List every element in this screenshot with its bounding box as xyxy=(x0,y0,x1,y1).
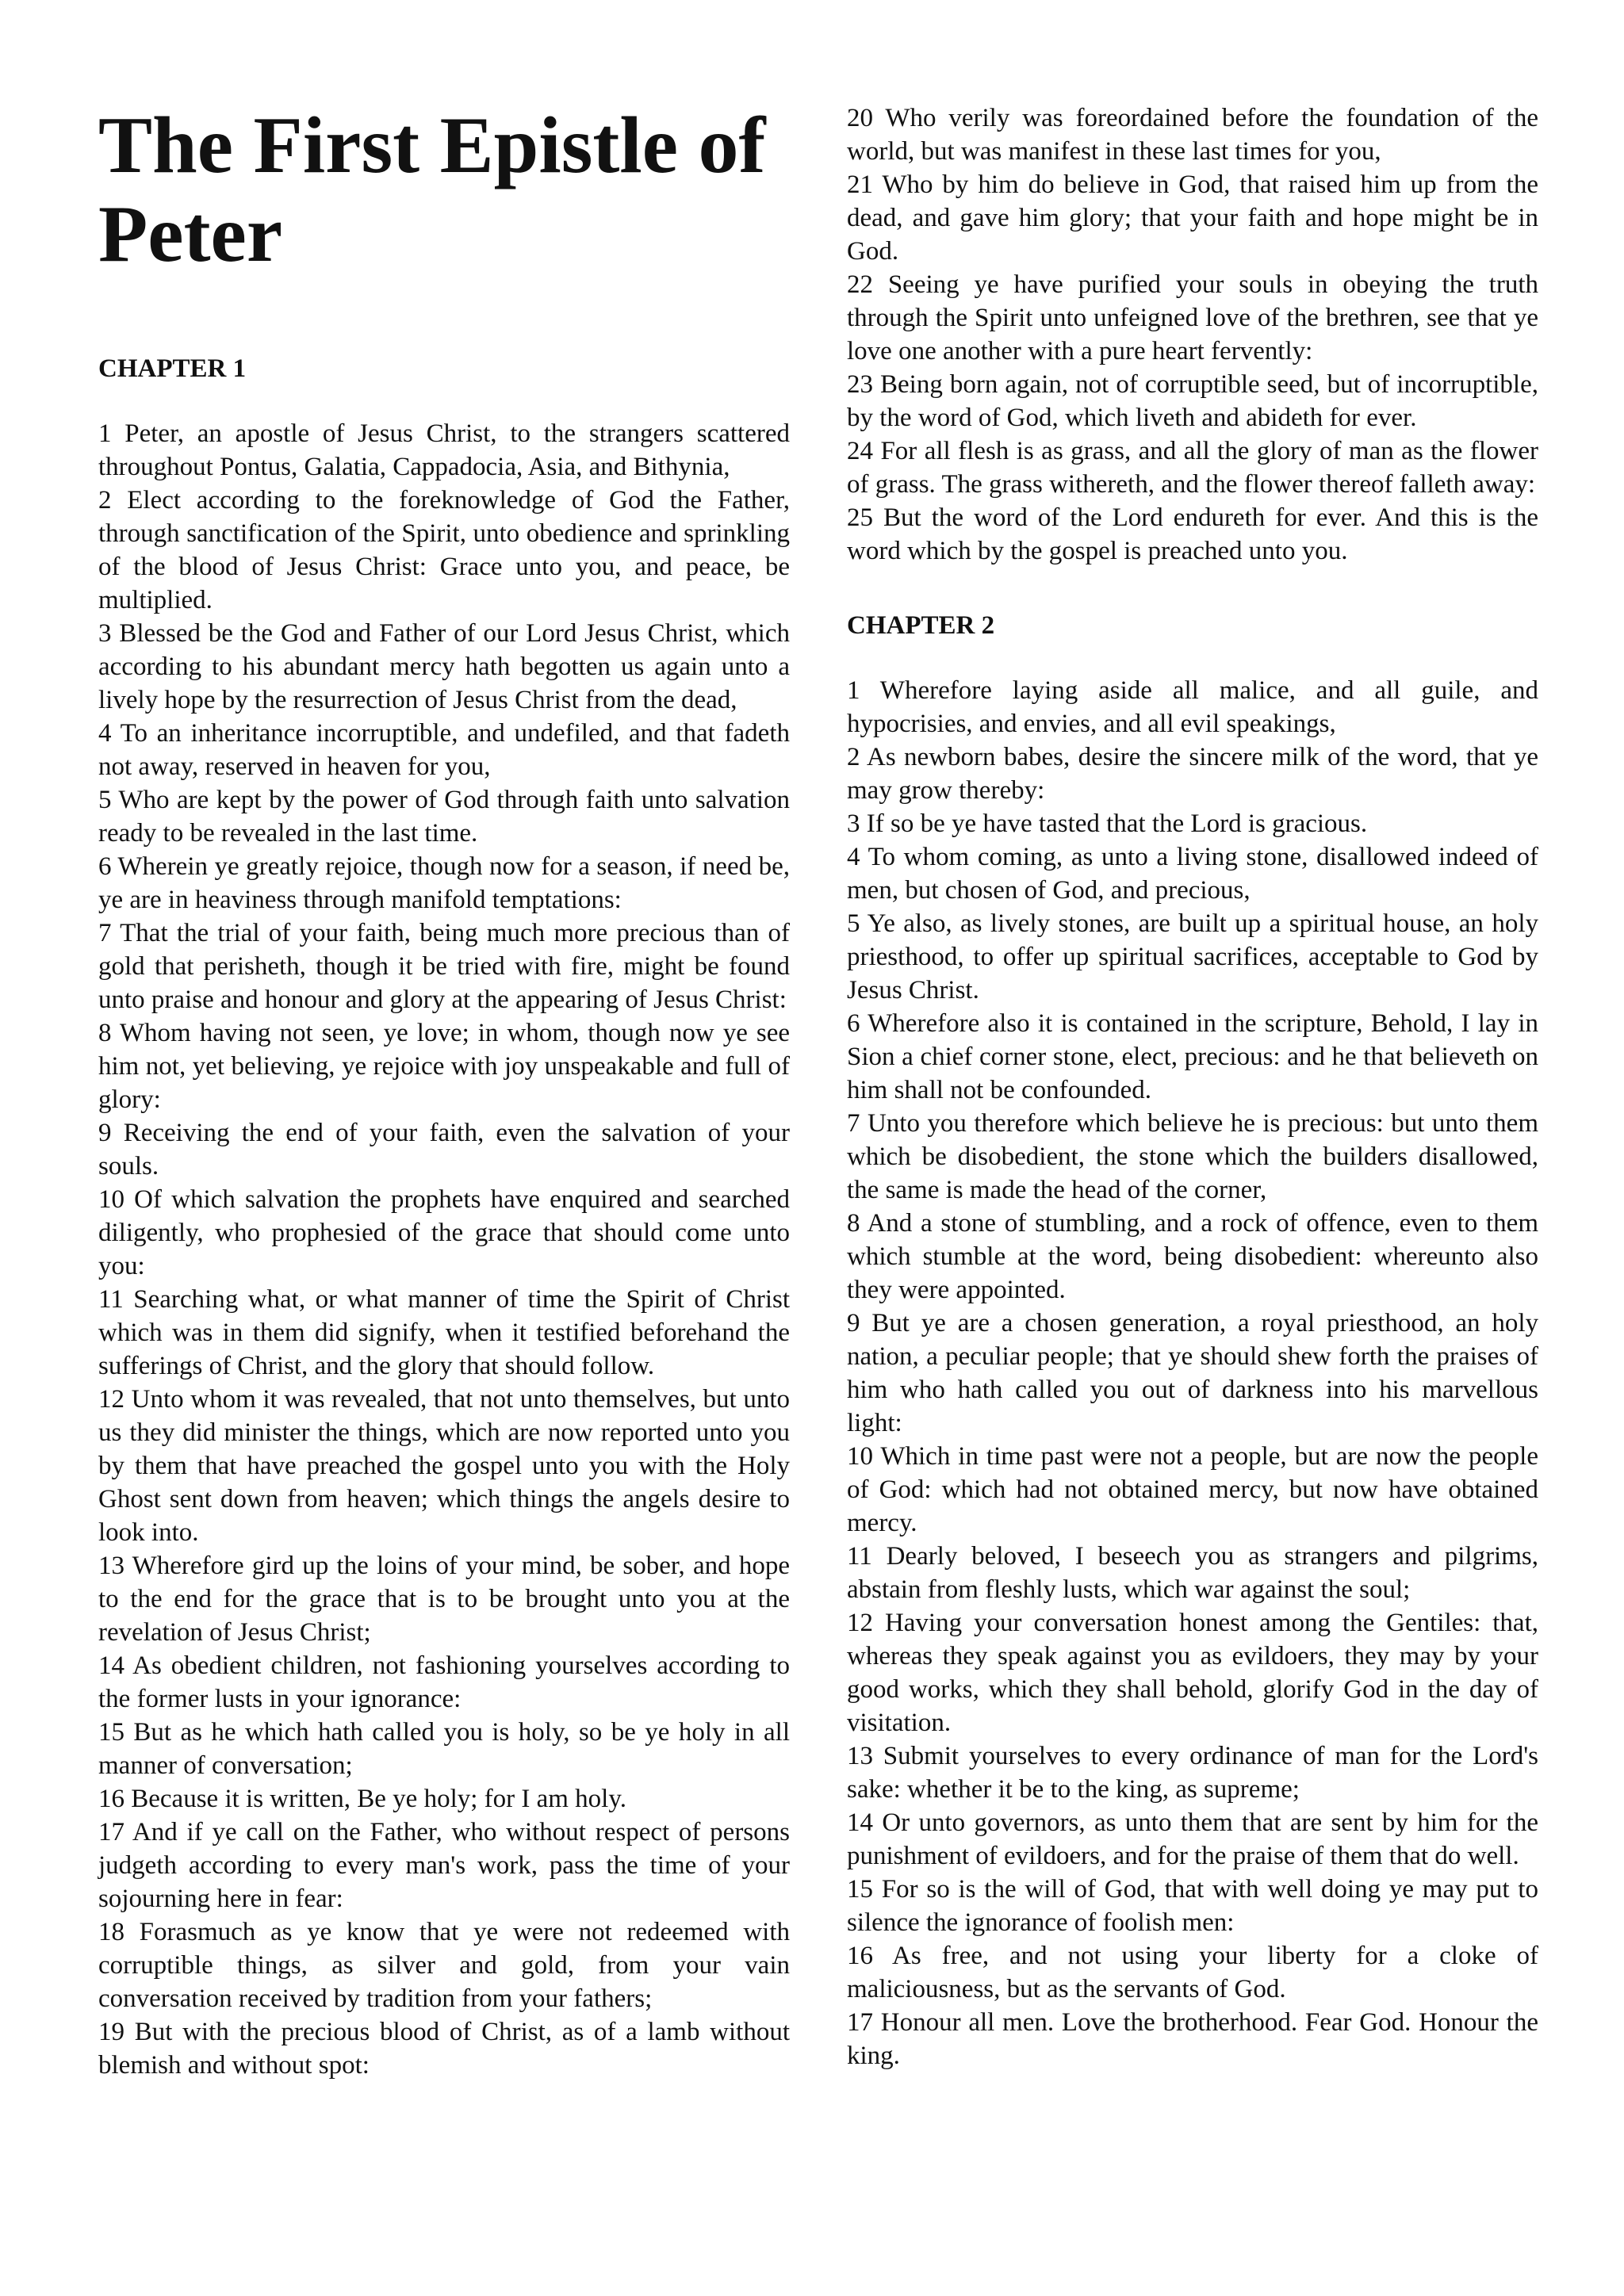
verse: 2 Elect according to the foreknowledge of God the Father, through sanctification of the Spirit, unto obedience and sprinkling of the blood of Jesus Christ: Grace unto you, and peace, be multiplied. xyxy=(98,486,790,614)
verse: 5 Ye also, as lively stones, are built up a spiritual house, an holy priesthood, to offer up spiritual sacrifices, acceptable to God by Jesus Christ. xyxy=(847,909,1538,1004)
right-column xyxy=(847,101,1538,2242)
verse: 12 Unto whom it was revealed, that not unto themselves, but unto us they did minister the things, which are now reported unto you by them that have preached the gospel unto you with the Holy Ghost sent down from heaven; which things the angels desire to look into. xyxy=(98,1385,790,1547)
verse: 1 Peter, an apostle of Jesus Christ, to the strangers scattered throughout Pontus, Galatia, Cappadocia, Asia, and Bithynia, xyxy=(98,419,790,481)
verse: 3 Blessed be the God and Father of our Lord Jesus Christ, which according to his abundant mercy hath begotten us again unto a lively hope by the resurrection of Jesus Christ from the dead, xyxy=(98,619,790,714)
verse: 8 And a stone of stumbling, and a rock of offence, even to them which stumble at the word, being disobedient: whereunto also they were appointed. xyxy=(847,1209,1538,1304)
verse: 12 Having your conversation honest among the Gentiles: that, whereas they speak against you as evildoers, they may by your good works, which they shall behold, glorify God in the day of visitation. xyxy=(847,1609,1538,1737)
verse: 7 Unto you therefore which believe he is precious: but unto them which be disobedient, the stone which the builders disallowed, the same is made the head of the corner, xyxy=(847,1109,1538,1204)
verse: 13 Submit yourselves to every ordinance of man for the Lord's sake: whether it be to the king, as supreme; xyxy=(847,1742,1538,1804)
verse: 9 Receiving the end of your faith, even the salvation of your souls. xyxy=(98,1119,790,1181)
verse: 5 Who are kept by the power of God through faith unto salvation ready to be revealed in the last time. xyxy=(98,786,790,848)
verse: 18 Forasmuch as ye know that ye were not redeemed with corruptible things, as silver and gold, from your vain conversation received by tradition from your fathers; xyxy=(98,1918,790,2013)
verse: 11 Searching what, or what manner of time the Spirit of Christ which was in them did signify, when it testified beforehand the sufferings of Christ, and the glory that should follow. xyxy=(98,1285,790,1380)
verse: 8 Whom having not seen, ye love; in whom, though now ye see him not, yet believing, ye rejoice with joy unspeakable and full of glory: xyxy=(98,1019,790,1114)
verse: 2 As newborn babes, desire the sincere milk of the word, that ye may grow thereby: xyxy=(847,743,1538,805)
verse: 10 Which in time past were not a people, but are now the people of God: which had not obtained mercy, but now have obtained mercy. xyxy=(847,1442,1538,1537)
verse: 9 But ye are a chosen generation, a royal priesthood, an holy nation, a peculiar people; that ye should shew forth the praises of him who hath called you out of darkness into his marvellous light: xyxy=(847,1309,1538,1437)
verse: 14 As obedient children, not fashioning yourselves according to the former lusts in your ignorance: xyxy=(98,1651,790,1713)
left-column xyxy=(98,101,790,2242)
verse: 11 Dearly beloved, I beseech you as strangers and pilgrims, abstain from fleshly lusts, which war against the soul; xyxy=(847,1542,1538,1604)
verse: 1 Wherefore laying aside all malice, and all guile, and hypocrisies, and envies, and all evil speakings, xyxy=(847,676,1538,738)
verse: 25 But the word of the Lord endureth for ever. And this is the word which by the gospel is preached unto you. xyxy=(847,503,1538,565)
verse: 10 Of which salvation the prophets have enquired and searched diligently, who prophesied of the grace that should come unto you: xyxy=(98,1185,790,1280)
verse: 3 If so be ye have tasted that the Lord is gracious. xyxy=(847,809,1368,838)
verse: 4 To whom coming, as unto a living stone, disallowed indeed of men, but chosen of God, and precious, xyxy=(847,843,1538,905)
verse: 16 Because it is written, Be ye holy; for I am holy. xyxy=(98,1785,626,1813)
verse: 22 Seeing ye have purified your souls in obeying the truth through the Spirit unto unfeigned love of the brethren, see that ye love one another with a pure heart fervently: xyxy=(847,270,1538,365)
verse: 19 But with the precious blood of Christ, as of a lamb without blemish and without spot: xyxy=(98,2018,790,2080)
verse: 17 And if ye call on the Father, who without respect of persons judgeth according to every man's work, pass the time of your sojourning here in fear: xyxy=(98,1818,790,1913)
verse: 23 Being born again, not of corruptible seed, but of incorruptible, by the word of God, which liveth and abideth for ever. xyxy=(847,370,1538,432)
verse: 7 That the trial of your faith, being much more precious than of gold that perisheth, though it be tried with fire, might be found unto praise and honour and glory at the appearing of Jesus Christ: xyxy=(98,919,790,1014)
document-page xyxy=(98,101,1538,2242)
verse: 6 Wherefore also it is contained in the scripture, Behold, I lay in Sion a chief corner stone, elect, precious: and he that believeth on him shall not be confounded. xyxy=(847,1009,1538,1104)
verse: 24 For all flesh is as grass, and all the glory of man as the flower of grass. The grass withereth, and the flower thereof falleth away: xyxy=(847,437,1538,499)
verse: 4 To an inheritance incorruptible, and undefiled, and that fadeth not away, reserved in heaven for you, xyxy=(98,719,790,781)
verse: 16 As free, and not using your liberty for a cloke of maliciousness, but as the servants of God. xyxy=(847,1942,1538,2003)
document-title: The First Epistle of Peter xyxy=(98,101,766,279)
verse: 6 Wherein ye greatly rejoice, though now for a season, if need be, ye are in heaviness through manifold temptations: xyxy=(98,852,790,914)
verse: 17 Honour all men. Love the brotherhood. Fear God. Honour the king. xyxy=(847,2008,1538,2070)
chapter-2-heading: CHAPTER 2 xyxy=(847,611,995,640)
chapter-1-heading: CHAPTER 1 xyxy=(98,354,247,383)
verse: 15 But as he which hath called you is holy, so be ye holy in all manner of conversation; xyxy=(98,1718,790,1780)
verse: 20 Who verily was foreordained before the foundation of the world, but was manifest in these last times for you, xyxy=(847,104,1538,166)
verse: 15 For so is the will of God, that with well doing ye may put to silence the ignorance of foolish men: xyxy=(847,1875,1538,1937)
verse: 14 Or unto governors, as unto them that are sent by him for the punishment of evildoers, and for the praise of them that do well. xyxy=(847,1808,1538,1870)
verse: 13 Wherefore gird up the loins of your mind, be sober, and hope to the end for the grace that is to be brought unto you at the revelation of Jesus Christ; xyxy=(98,1552,790,1647)
verse: 21 Who by him do believe in God, that raised him up from the dead, and gave him glory; that your faith and hope might be in God. xyxy=(847,170,1538,266)
